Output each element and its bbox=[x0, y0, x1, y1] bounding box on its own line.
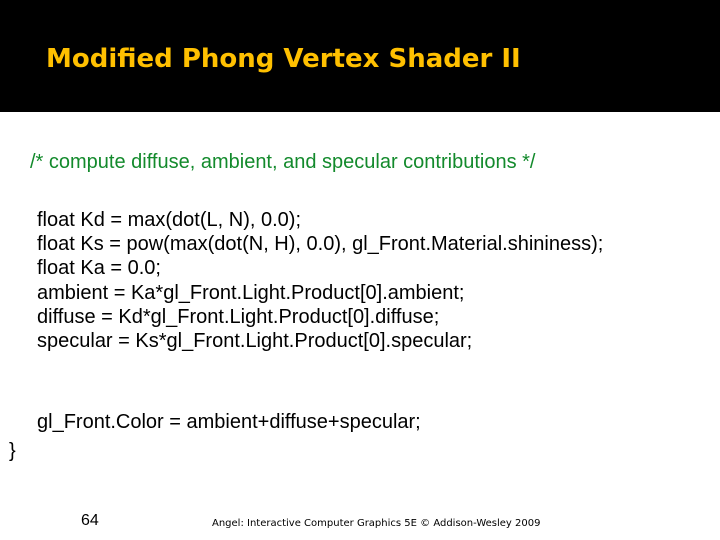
closing-brace: } bbox=[9, 440, 16, 462]
code-line: ambient = Ka*gl_Front.Light.Product[0].ambient; bbox=[37, 281, 465, 304]
code-line: diffuse = Kd*gl_Front.Light.Product[0].diffuse; bbox=[37, 305, 440, 328]
code-line: float Kd = max(dot(L, N), 0.0); bbox=[37, 209, 301, 231]
code-line: specular = Ks*gl_Front.Light.Product[0].specular; bbox=[37, 330, 473, 353]
code-block bbox=[37, 208, 603, 353]
code-final-line: gl_Front.Color = ambient+diffuse+specular; bbox=[37, 411, 421, 433]
code-line: float Ks = pow(max(dot(N, H), 0.0), gl_Front.Material.shininess); bbox=[37, 233, 604, 256]
title-bar bbox=[0, 0, 720, 112]
slide-title: Modified Phong Vertex Shader II bbox=[46, 44, 521, 74]
code-comment: /* compute diffuse, ambient, and specular contributions */ bbox=[30, 151, 536, 173]
page-number: 64 bbox=[81, 512, 99, 529]
footer-credit: Angel: Interactive Computer Graphics 5E © Addison-Wesley 2009 bbox=[212, 518, 541, 529]
code-line: float Ka = 0.0; bbox=[37, 257, 161, 280]
